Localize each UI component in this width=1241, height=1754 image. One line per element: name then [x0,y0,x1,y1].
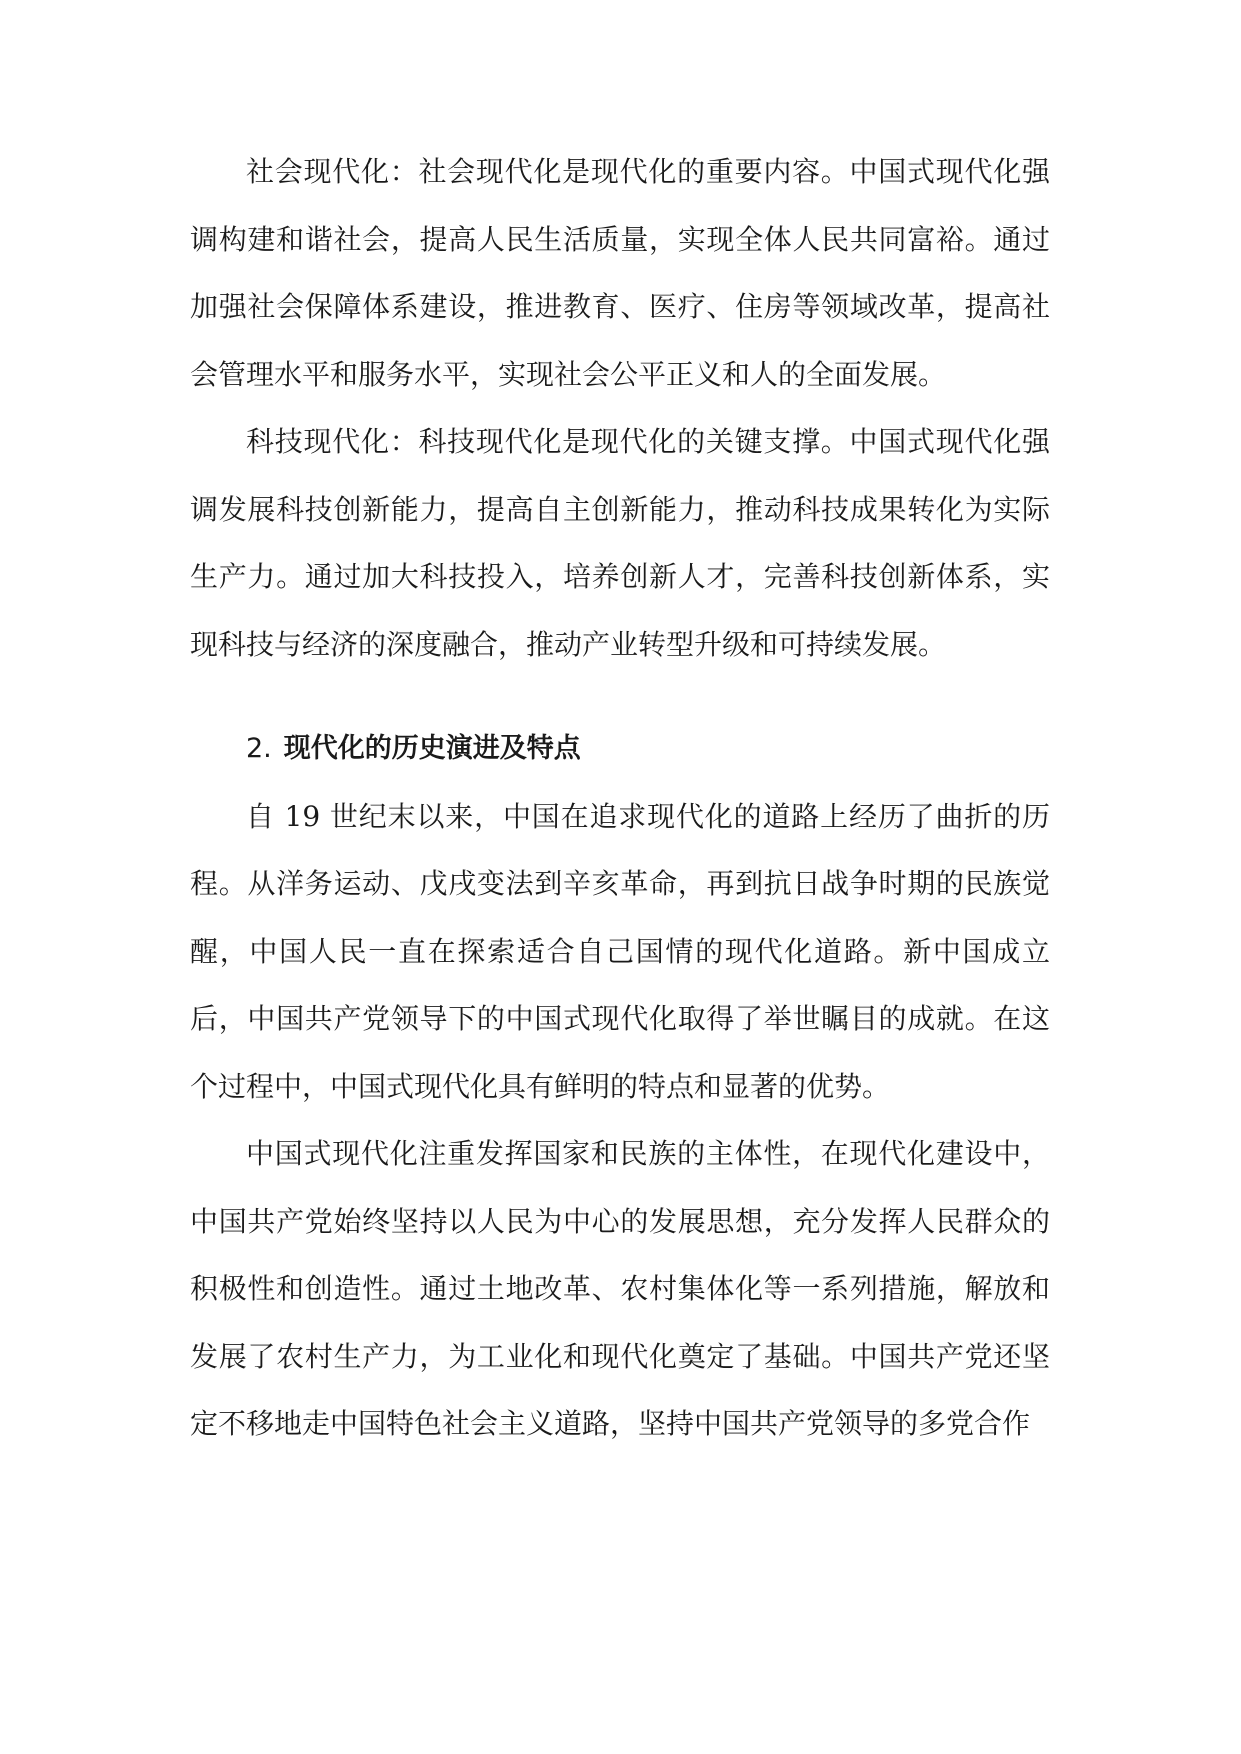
paragraph-subjectivity: 中国式现代化注重发挥国家和民族的主体性，在现代化建设中，中国共产党始终坚持以人民为中心的发展思想，充分发挥人民群众的积极性和创造性。通过土地改革、农村集体化等一系列措施，解放和发展了农村生产力，为工业化和现代化奠定了基础。中国共产党还坚定不移地走中国特色社会主义道路，坚持中国共产党领导的多党合作 [190,1137,1050,1440]
paragraph-tech-modernization: 科技现代化：科技现代化是现代化的关键支撑。中国式现代化强调发展科技创新能力，提高自主创新能力，推动科技成果转化为实际生产力。通过加大科技投入，培养创新人才，完善科技创新体系，实现科技与经济的深度融合，推动产业转型升级和可持续发展。 [190,425,1050,661]
section-heading [190,678,1050,783]
section-number: 2. [246,733,272,764]
paragraph-social-modernization: 社会现代化：社会现代化是现代化的重要内容。中国式现代化强调构建和谐社会，提高人民生活质量，实现全体人民共同富裕。通过加强社会保障体系建设，推进教育、医疗、住房等领域改革，提高社会管理水平和服务水平，实现社会公平正义和人的全面发展。 [190,155,1050,391]
document-body [190,138,1050,1458]
section-title: 现代化的历史演进及特点 [283,733,581,764]
paragraph-history: 自 19 世纪末以来，中国在追求现代化的道路上经历了曲折的历程。从洋务运动、戊戌变法到辛亥革命，再到抗日战争时期的民族觉醒，中国人民一直在探索适合自己国情的现代化道路。新中国成立后，中国共产党领导下的中国式现代化取得了举世瞩目的成就。在这个过程中，中国式现代化具有鲜明的特点和显著的优势。 [190,799,1050,1103]
